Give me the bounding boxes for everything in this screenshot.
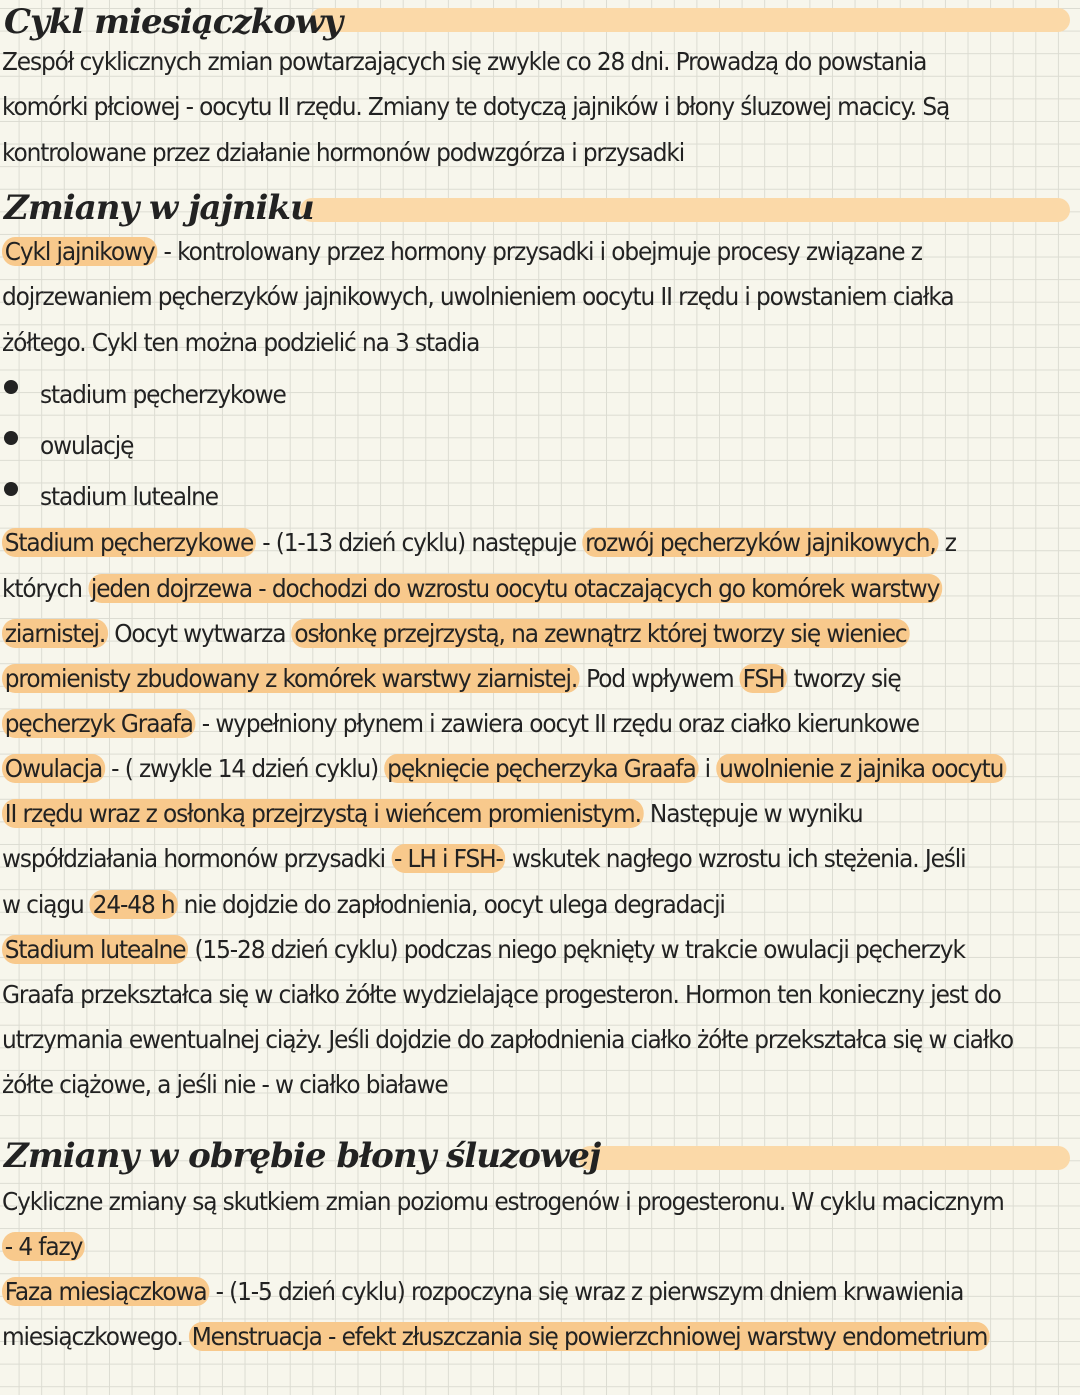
bullet-icon — [4, 482, 18, 496]
text-line — [2, 1182, 1004, 1222]
text-line — [2, 839, 965, 879]
text-segment: których — [2, 574, 89, 603]
highlighted-text: FSH — [740, 664, 787, 693]
text-line — [2, 87, 949, 127]
text-segment: - ( zwykle 14 dzień cyklu) — [104, 754, 385, 783]
text-line — [2, 885, 725, 925]
text-segment: z — [938, 528, 956, 557]
highlighted-text: promienisty zbudowany z komórek warstwy ziarnistej. — [2, 664, 580, 693]
bullet-item — [40, 477, 218, 517]
title-heading: Cykl miesiączkowy — [4, 2, 343, 42]
bullet-item — [40, 426, 133, 466]
text-segment: - (1-13 dzień cyklu) następuje — [255, 528, 583, 557]
text-line — [2, 523, 956, 563]
text-line — [2, 975, 1001, 1015]
text-segment: Pod wpływem — [579, 664, 740, 693]
text-line — [2, 659, 901, 699]
text-line — [2, 1317, 990, 1357]
text-segment: stadium lutealne — [40, 482, 218, 511]
text-line — [2, 1272, 963, 1312]
text-segment: tworzy się — [787, 664, 901, 693]
highlighted-text: jeden dojrzewa - dochodzi do wzrostu oocytu otaczających go komórek warstwy — [88, 574, 942, 603]
text-segment: nie dojdzie do zapłodnienia, oocyt ulega degradacji — [177, 890, 725, 919]
text-segment: (15-28 dzień cyklu) podczas niego pęknięty w trakcie owulacji pęcherzyk — [188, 935, 965, 964]
highlighted-text: Menstruacja - efekt złuszczania się powierzchniowej warstwy endometrium — [189, 1322, 990, 1351]
highlighted-text: - LH i FSH- — [391, 844, 505, 873]
text-segment: miesiączkowego. — [2, 1322, 189, 1351]
text-segment: utrzymania ewentualnej ciąży. Jeśli dojdzie do zapłodnienia ciałko żółte przekształca się w ciałko — [2, 1025, 1013, 1054]
highlighted-text: rozwój pęcherzyków jajnikowych, — [582, 528, 938, 557]
text-line — [2, 232, 922, 272]
text-line — [2, 1020, 1013, 1060]
highlighted-text: Cykl jajnikowy — [2, 237, 157, 266]
text-segment: żółte ciążowe, a jeśli nie - w ciałko białawe — [2, 1070, 448, 1099]
highlighted-text: ziarnistej. — [2, 619, 108, 648]
highlighted-text: - 4 fazy — [2, 1232, 85, 1261]
text-segment: Oocyt wytwarza — [107, 619, 292, 648]
text-segment: i — [698, 754, 717, 783]
text-segment: wskutek nagłego wzrostu ich stężenia. Jeśli — [505, 844, 966, 873]
text-line — [2, 930, 965, 970]
text-line — [2, 749, 1006, 789]
text-line — [2, 133, 684, 173]
text-segment: owulację — [40, 431, 134, 460]
text-line — [2, 794, 863, 834]
highlighted-text: uwolnienie z jajnika oocytu — [716, 754, 1006, 783]
text-line — [2, 323, 479, 363]
text-line — [2, 1065, 448, 1105]
text-segment: Zespół cyklicznych zmian powtarzających się zwykle co 28 dni. Prowadzą do powstania — [2, 47, 927, 76]
text-segment: dojrzewaniem pęcherzyków jajnikowych, uwolnieniem oocytu II rzędu i powstaniem ciałka — [2, 282, 954, 311]
text-line — [2, 1227, 85, 1267]
highlighted-text: Owulacja — [2, 754, 105, 783]
text-segment: stadium pęcherzykowe — [40, 380, 286, 409]
text-line — [2, 704, 919, 744]
highlighted-text: Faza miesiączkowa — [2, 1277, 209, 1306]
section-heading-mucosa: Zmiany w obrębie błony śluzowej — [4, 1136, 601, 1176]
highlighted-text: Stadium lutealne — [2, 935, 188, 964]
highlighted-text: 24-48 h — [90, 890, 177, 919]
text-segment: współdziałania hormonów przysadki — [2, 844, 392, 873]
text-segment: - wypełniony płynem i zawiera oocyt II rzędu oraz ciałko kierunkowe — [195, 709, 919, 738]
text-segment: - kontrolowany przez hormony przysadki i obejmuje procesy związane z — [157, 237, 922, 266]
text-segment: Następuje w wyniku — [643, 799, 863, 828]
text-segment: w ciągu — [2, 890, 90, 919]
text-line — [2, 277, 953, 317]
heading-underline — [578, 1146, 1070, 1170]
highlighted-text: pęcherzyk Graafa — [2, 709, 195, 738]
text-segment: - (1-5 dzień cyklu) rozpoczyna się wraz z pierwszym dniem krwawienia — [209, 1277, 964, 1306]
text-segment: kontrolowane przez działanie hormonów podwzgórza i przysadki — [2, 138, 685, 167]
text-line — [2, 42, 926, 82]
text-line — [2, 614, 909, 654]
text-segment: komórki płciowej - oocytu II rzędu. Zmiany te dotyczą jajników i błony śluzowej macicy. Są — [2, 92, 950, 121]
text-segment: Cykliczne zmiany są skutkiem zmian poziomu estrogenów i progesteronu. W cyklu macicznym — [2, 1187, 1004, 1216]
highlighted-text: pęknięcie pęcherzyka Graafa — [384, 754, 698, 783]
bullet-icon — [4, 380, 18, 394]
heading-underline — [310, 8, 1070, 32]
text-segment: żółtego. Cykl ten można podzielić na 3 stadia — [2, 328, 480, 357]
text-segment: Graafa przekształca się w ciałko żółte wydzielające progesteron. Hormon ten konieczny jest do — [2, 980, 1001, 1009]
bullet-icon — [4, 431, 18, 445]
highlighted-text: osłonkę przejrzystą, na zewnątrz której tworzy się wieniec — [292, 619, 910, 648]
heading-underline — [300, 198, 1070, 222]
highlighted-text: II rzędu wraz z osłonką przejrzystą i wieńcem promienistym. — [2, 799, 644, 828]
section-heading-ovary: Zmiany w jajniku — [4, 188, 314, 228]
text-line — [2, 569, 942, 609]
highlighted-text: Stadium pęcherzykowe — [2, 528, 256, 557]
bullet-item — [40, 375, 286, 415]
